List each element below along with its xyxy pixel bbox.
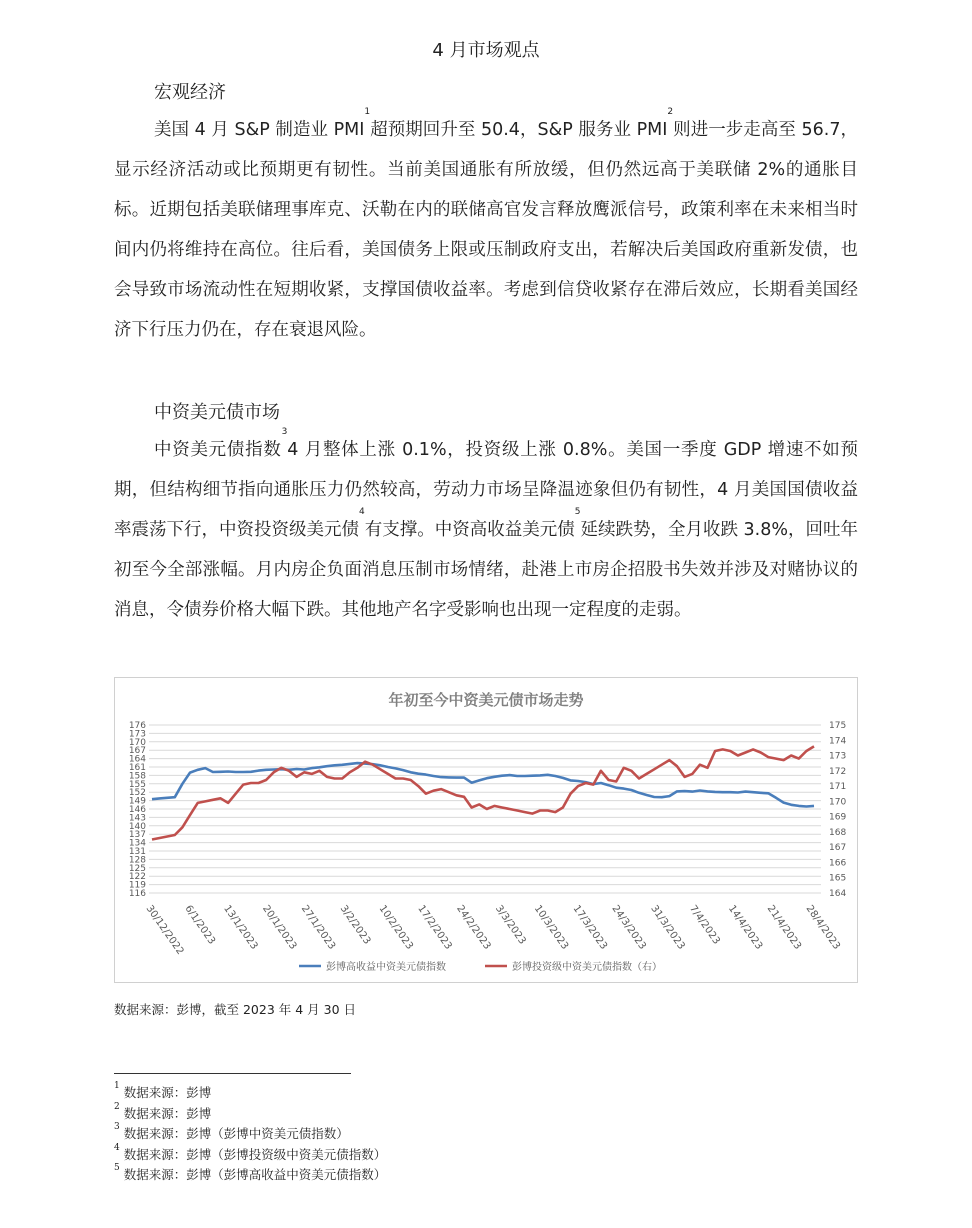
series-line-high-yield xyxy=(152,763,814,806)
x-tick-label: 27/1/2023 xyxy=(298,903,338,952)
footnote-ref[interactable]: 2 xyxy=(667,107,674,117)
y-left-tick-label: 155 xyxy=(128,779,146,790)
x-tick-label: 14/4/2023 xyxy=(725,903,765,952)
footnote-text: 数据来源：彭博 xyxy=(119,1105,212,1121)
x-tick-label: 31/3/2023 xyxy=(648,903,687,952)
x-tick-label: 17/2/2023 xyxy=(415,903,454,952)
footnote-item xyxy=(114,1101,386,1125)
paragraph-text: 美国 4 月 S&P 制造业 PMI xyxy=(154,120,365,140)
footnote-item xyxy=(114,1142,387,1166)
paragraph-text: 超预期回升至 50.4，S&P 服务业 PMI xyxy=(370,120,668,140)
y-right-tick-label: 170 xyxy=(829,797,847,808)
x-tick-label: 28/4/2023 xyxy=(803,903,842,952)
y-left-tick-label: 125 xyxy=(128,863,146,874)
y-left-tick-label: 137 xyxy=(128,830,146,841)
y-left-tick-label: 146 xyxy=(128,805,146,815)
y-left-tick-label: 128 xyxy=(128,855,146,866)
x-tick-label: 24/3/2023 xyxy=(609,903,648,952)
section-heading-bond-market: 中资美元债市场 xyxy=(154,402,280,423)
footnote-divider xyxy=(114,1073,351,1074)
y-left-tick-label: 173 xyxy=(128,729,146,740)
paragraph-text: 中资美元债指数 xyxy=(154,440,282,460)
y-right-tick-label: 167 xyxy=(829,843,847,854)
x-tick-label: 21/4/2023 xyxy=(764,903,804,952)
footnote-item xyxy=(114,1165,386,1186)
footnote-ref[interactable]: 4 xyxy=(359,507,365,517)
section-heading-macro: 宏观经济 xyxy=(154,82,226,103)
footnote-text: 数据来源：彭博（彭博中资美元债指数） xyxy=(119,1126,349,1141)
y-left-tick-label: 131 xyxy=(128,847,146,857)
footnote-number: 3 xyxy=(114,1122,120,1132)
y-left-tick-label: 149 xyxy=(128,796,146,807)
paragraph-text: 有支撑。中资高收益美元债 xyxy=(364,520,575,540)
footnote-text: 数据来源：彭博（彭博高收益中资美元债指数） xyxy=(119,1167,387,1182)
x-tick-label: 6/1/2023 xyxy=(182,903,218,947)
y-left-tick-label: 140 xyxy=(128,821,146,832)
x-tick-label: 20/1/2023 xyxy=(260,903,299,952)
page-title: 4 月市场观点 xyxy=(432,40,540,61)
y-right-tick-label: 171 xyxy=(829,782,847,793)
footnote-text: 数据来源：彭博（彭博投资级中资美元债指数） xyxy=(119,1146,387,1162)
y-right-tick-label: 172 xyxy=(829,766,847,777)
x-tick-label: 10/2/2023 xyxy=(376,903,415,952)
y-right-tick-label: 168 xyxy=(829,827,847,838)
x-tick-label: 13/1/2023 xyxy=(221,903,260,952)
y-left-tick-label: 176 xyxy=(128,721,146,731)
x-tick-label: 24/2/2023 xyxy=(454,903,493,952)
y-left-tick-label: 122 xyxy=(128,872,146,883)
x-tick-label: 3/3/2023 xyxy=(492,903,528,947)
chart-container xyxy=(114,677,858,983)
legend-label: 彭博高收益中资美元债指数 xyxy=(326,962,446,973)
footnote-number: 5 xyxy=(114,1163,120,1173)
paragraph-text: 4 月整体上涨 0.1%，投资级上涨 0.8%。美国一季度 GDP 增速不如预期，但结构细节指向通胀压力仍然较高，劳动力市场呈降温迹象但仍有韧性，4 月美国国债收益率震荡下行，中资投资级美元债 xyxy=(114,440,858,540)
footnotes xyxy=(114,1083,386,1186)
footnote-number: 4 xyxy=(114,1142,120,1153)
x-tick-label: 10/3/2023 xyxy=(531,903,571,952)
footnote-number: 1 xyxy=(114,1081,120,1091)
y-left-tick-label: 143 xyxy=(128,813,146,824)
legend-label: 彭博投资级中资美元债指数（右） xyxy=(512,962,662,973)
market-trend-chart xyxy=(115,678,857,982)
y-right-tick-label: 165 xyxy=(829,873,847,884)
paragraph-text: 延续跌势，全月收跌 3.8%，回吐年初至今全部涨幅。月内房企负面消息压制市场情绪，赴港上市房企招股书失效并涉及对赌协议的消息，令债券价格大幅下跌。其他地产名字受影响也出现一定程度的走弱。 xyxy=(114,520,858,620)
y-left-tick-label: 152 xyxy=(128,788,146,799)
y-left-tick-label: 170 xyxy=(128,737,146,748)
footnote-item xyxy=(114,1083,386,1104)
x-tick-label: 30/12/2022 xyxy=(143,903,186,957)
paragraph-macro xyxy=(114,107,858,350)
y-right-tick-label: 169 xyxy=(829,812,847,823)
footnote-ref[interactable]: 5 xyxy=(574,507,581,517)
y-left-tick-label: 161 xyxy=(128,763,146,773)
x-tick-label: 17/3/2023 xyxy=(570,903,610,952)
y-left-tick-label: 134 xyxy=(128,838,146,849)
footnote-item xyxy=(114,1124,386,1145)
y-right-tick-label: 164 xyxy=(829,889,847,899)
source-note: 数据来源：彭博，截至 2023 年 4 月 30 日 xyxy=(114,1002,357,1017)
footnote-ref[interactable]: 1 xyxy=(364,107,371,117)
x-tick-label: 7/4/2023 xyxy=(687,903,722,947)
paragraph-bond-market xyxy=(114,427,858,630)
y-right-tick-label: 166 xyxy=(829,858,847,869)
y-left-tick-label: 116 xyxy=(128,889,146,899)
y-right-tick-label: 175 xyxy=(829,721,847,731)
x-tick-label: 3/2/2023 xyxy=(337,903,373,947)
y-right-tick-label: 174 xyxy=(829,736,847,747)
chart-title: 年初至今中资美元债市场走势 xyxy=(388,691,584,709)
y-left-tick-label: 164 xyxy=(128,754,146,765)
y-left-tick-label: 158 xyxy=(128,771,146,782)
paragraph-text: 则进一步走高至 56.7，显示经济活动或比预期更有韧性。当前美国通胀有所放缓，但仍然远高于美联储 2%的通胀目标。近期包括美联储理事库克、沃勒在内的联储高官发言释放鹰派信号，政策利率在未来相当时间内仍将维持在高位。往后看，美国债务上限或压制政府支出，若解决后美国政府重新发债，也会导致市场流动性在短期收紧，支撑国债收益率。考虑到信贷收紧存在滞后效应，长期看美国经济下行压力仍在，存在衰退风险。 xyxy=(114,120,858,340)
footnote-text: 数据来源：彭博 xyxy=(119,1085,212,1100)
y-left-tick-label: 167 xyxy=(128,746,146,757)
y-right-tick-label: 173 xyxy=(829,751,847,762)
footnote-number: 2 xyxy=(114,1101,120,1112)
footnote-ref[interactable]: 3 xyxy=(281,427,288,437)
y-left-tick-label: 119 xyxy=(128,880,146,891)
